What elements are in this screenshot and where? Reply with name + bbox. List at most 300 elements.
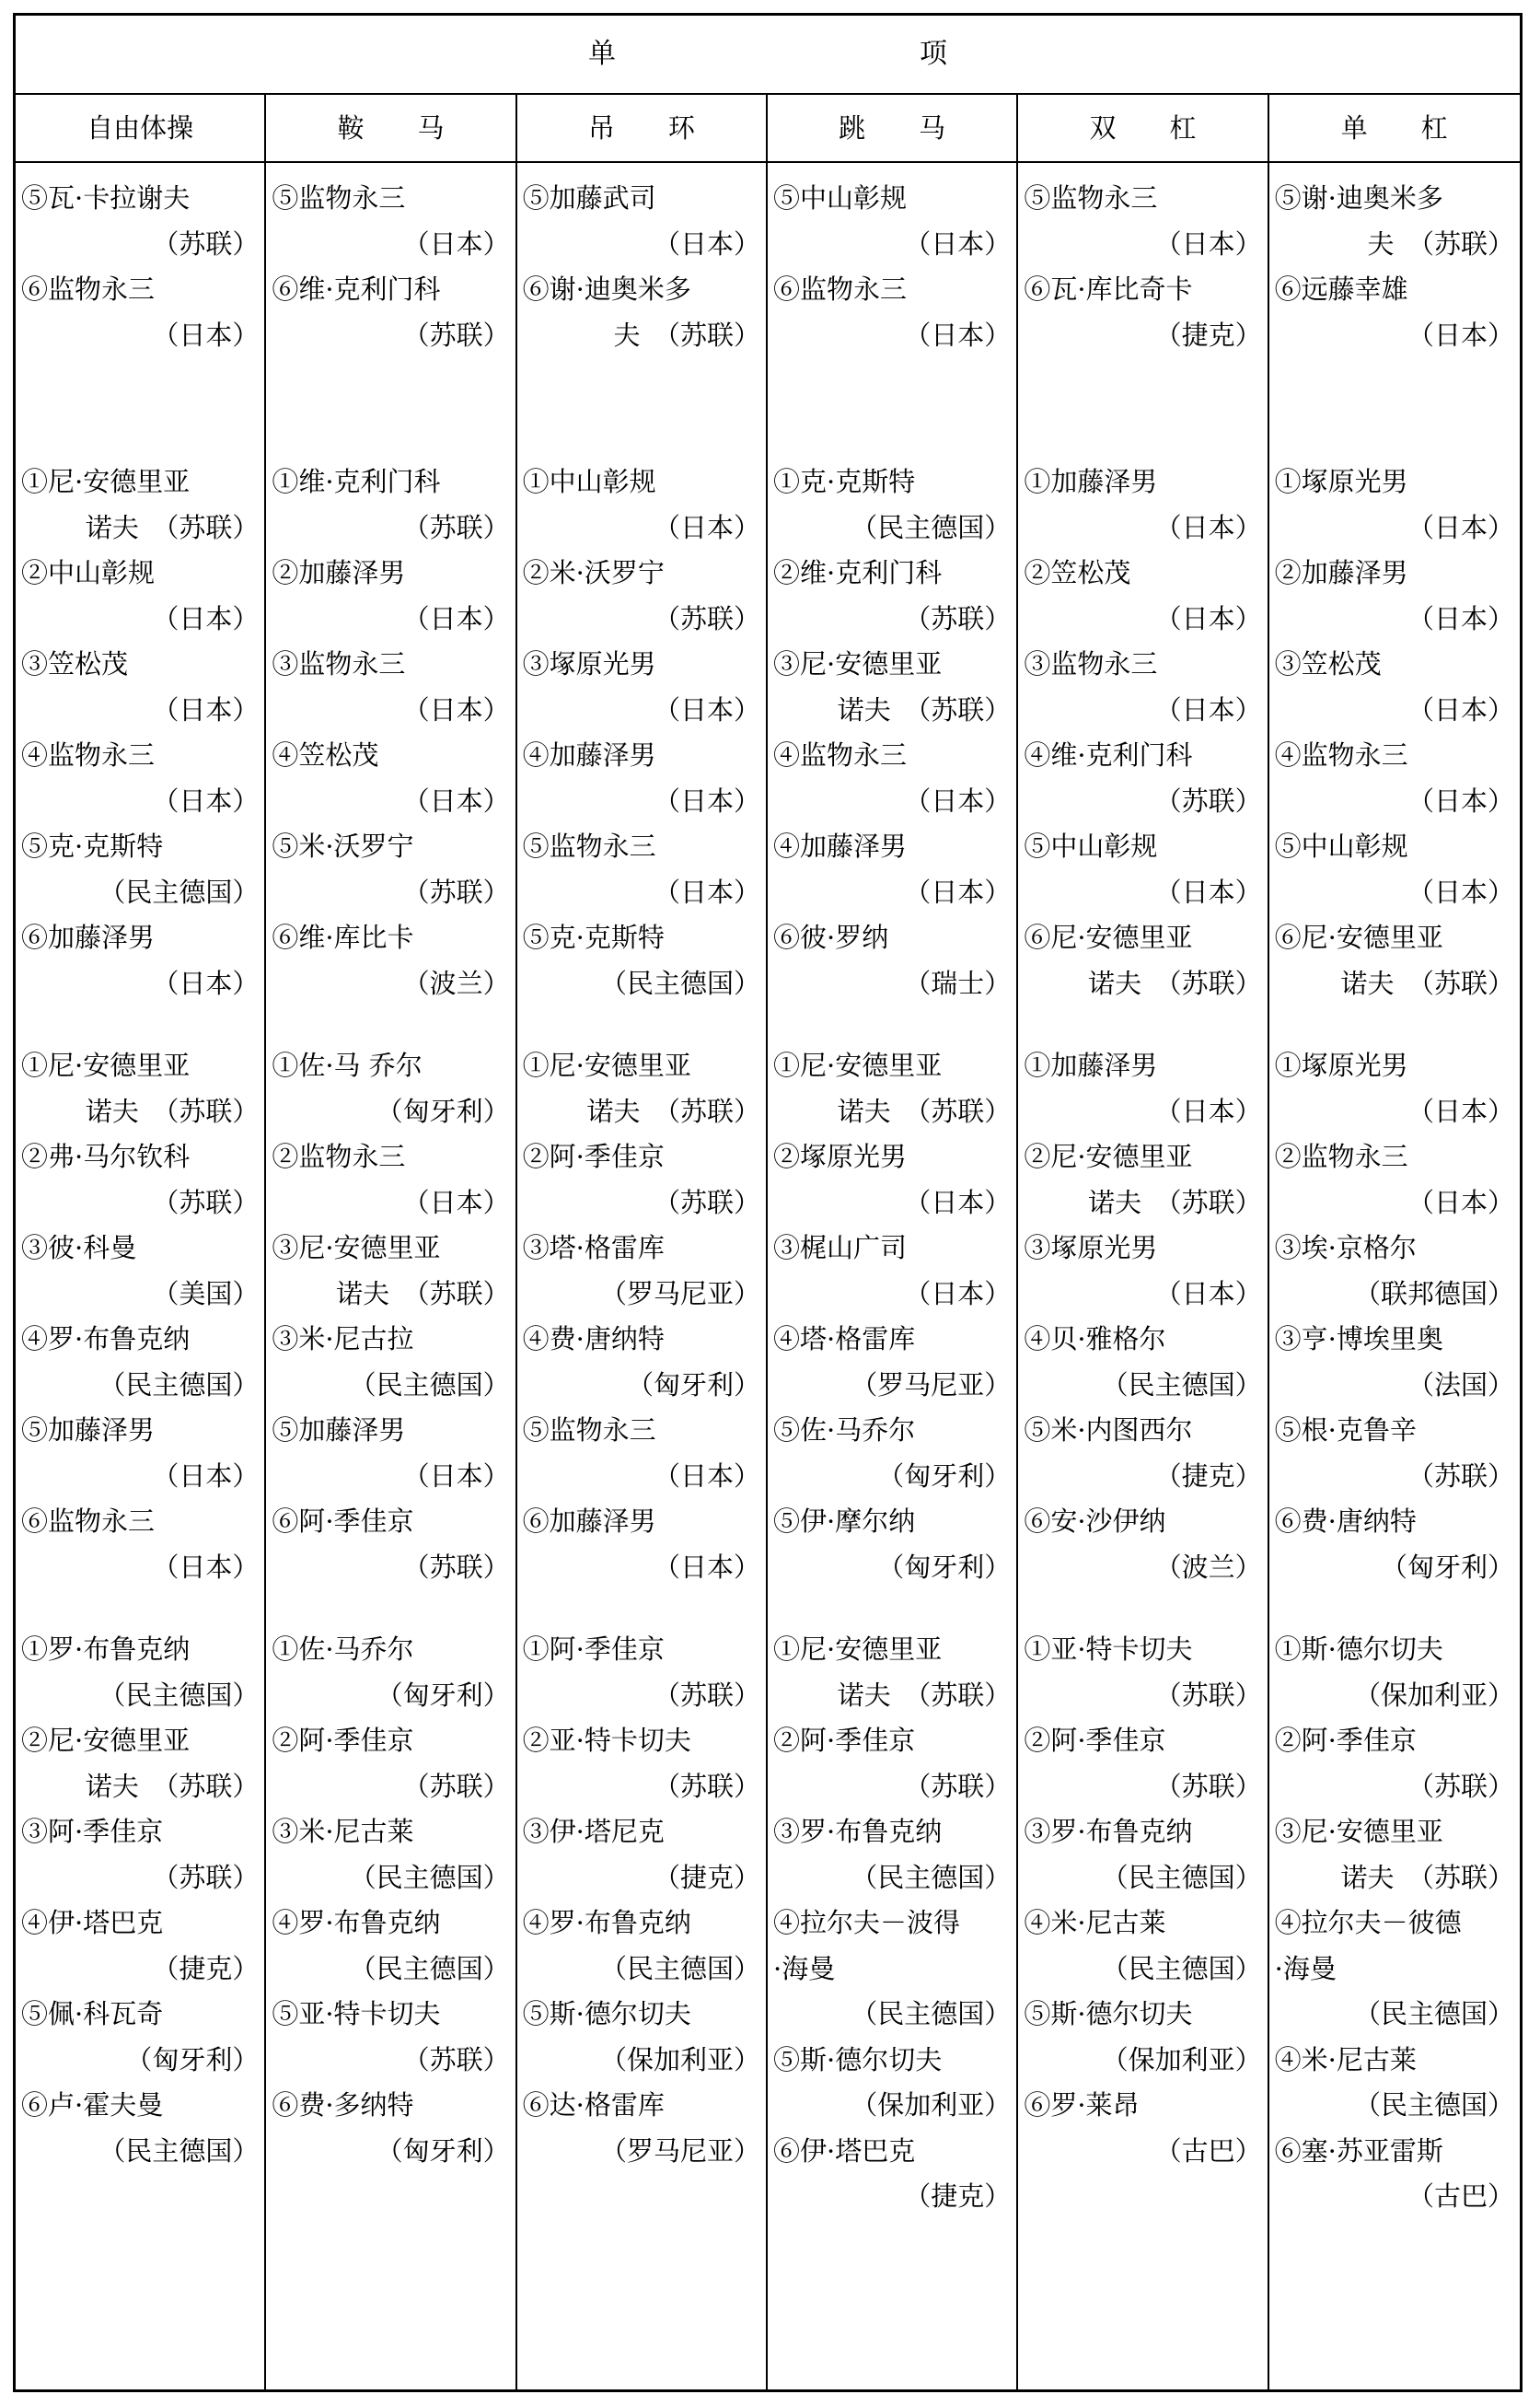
result-entry bbox=[773, 1408, 1011, 1499]
athlete-country: （苏联） bbox=[152, 227, 260, 260]
athlete-name: ⑥监物永三 bbox=[21, 273, 156, 305]
result-entry bbox=[773, 1627, 1011, 1718]
result-entry bbox=[1275, 1627, 1514, 1718]
athlete-country: （苏联） bbox=[653, 1679, 760, 1711]
athlete-name: ⑥费·多纳特 bbox=[272, 2089, 414, 2121]
athlete-name: ④费·唐纳特 bbox=[522, 1323, 665, 1354]
event-column bbox=[1018, 95, 1268, 2391]
event-header: 双 杠 bbox=[1018, 95, 1267, 163]
athlete-country: （日本） bbox=[653, 1551, 760, 1583]
result-entry bbox=[523, 1900, 760, 1992]
result-entry bbox=[1024, 1992, 1261, 2083]
result-entry bbox=[272, 733, 509, 824]
athlete-name: ⑥彼·罗纳 bbox=[772, 922, 889, 953]
athlete-country: （日本） bbox=[653, 693, 760, 726]
event-header: 跳 马 bbox=[768, 95, 1016, 163]
athlete-country: （罗马尼亚） bbox=[851, 1368, 1012, 1401]
athlete-country: （民主德国） bbox=[98, 2134, 260, 2167]
result-entry bbox=[523, 733, 760, 824]
athlete-country: ·海曼 bbox=[1274, 1952, 1337, 1984]
athlete-country: （苏联） bbox=[653, 1770, 760, 1802]
result-entry bbox=[21, 176, 259, 267]
result-entry bbox=[1024, 1226, 1261, 1317]
athlete-country: 诺夫 （苏联） bbox=[85, 1095, 260, 1127]
event-header: 鞍 马 bbox=[266, 95, 515, 163]
result-entry bbox=[21, 1499, 259, 1590]
athlete-country: （日本） bbox=[653, 1459, 760, 1492]
athlete-country: （民主德国） bbox=[1353, 1998, 1514, 2029]
result-entry bbox=[523, 551, 760, 642]
athlete-name: ⑤米·内图西尔 bbox=[1024, 1414, 1193, 1446]
athlete-country: （日本） bbox=[402, 1459, 510, 1492]
athlete-name: ⑤斯·德尔切夫 bbox=[1024, 1998, 1193, 2029]
result-entry bbox=[21, 733, 259, 824]
athlete-name: ①亚·特卡切夫 bbox=[1024, 1633, 1193, 1665]
result-entry bbox=[523, 1809, 760, 1900]
result-entry bbox=[272, 824, 509, 915]
result-block bbox=[1275, 176, 1514, 358]
athlete-name: ②监物永三 bbox=[272, 1141, 406, 1172]
event-results bbox=[16, 163, 264, 2174]
result-entry bbox=[773, 824, 1011, 915]
athlete-country: （日本） bbox=[152, 785, 260, 817]
athlete-name: ③塔·格雷库 bbox=[522, 1232, 665, 1263]
athlete-country: （捷克） bbox=[152, 1952, 260, 1984]
result-entry bbox=[21, 1317, 259, 1408]
athlete-country: （日本） bbox=[152, 1459, 260, 1492]
result-entry bbox=[1275, 1226, 1514, 1317]
athlete-name: ②阿·季佳京 bbox=[1274, 1725, 1417, 1756]
event-column bbox=[16, 95, 266, 2391]
result-block bbox=[523, 176, 760, 358]
athlete-name: ④加藤泽男 bbox=[522, 739, 656, 771]
athlete-country: （匈牙利） bbox=[376, 2134, 510, 2167]
result-entry bbox=[1024, 1718, 1261, 1809]
athlete-name: ②塚原光男 bbox=[772, 1141, 907, 1172]
athlete-country: （日本） bbox=[653, 511, 760, 543]
athlete-name: ⑤加藤泽男 bbox=[21, 1414, 156, 1446]
athlete-name: ②米·沃罗宁 bbox=[522, 557, 665, 588]
athlete-name: ⑤根·克鲁辛 bbox=[1274, 1414, 1417, 1446]
event-results bbox=[1018, 163, 1267, 2174]
athlete-name: ④米·尼古莱 bbox=[1024, 1907, 1166, 1938]
result-block bbox=[1275, 1043, 1514, 1590]
athlete-name: ⑥维·克利门科 bbox=[272, 273, 441, 305]
athlete-country: （苏联） bbox=[152, 1861, 260, 1893]
athlete-country: （民主德国） bbox=[1101, 1952, 1262, 1984]
result-entry bbox=[272, 2083, 509, 2174]
event-column bbox=[768, 95, 1018, 2391]
athlete-country: （匈牙利） bbox=[1380, 1551, 1514, 1583]
athlete-country: 诺夫 （苏联） bbox=[1340, 1861, 1514, 1893]
result-entry bbox=[1024, 176, 1261, 267]
athlete-name: ②加藤泽男 bbox=[272, 557, 406, 588]
athlete-name: ②阿·季佳京 bbox=[272, 1725, 414, 1756]
result-entry bbox=[1024, 1317, 1261, 1408]
event-column bbox=[1269, 95, 1520, 2391]
athlete-name: ④罗·布鲁克纳 bbox=[272, 1907, 441, 1938]
athlete-country: （民主德国） bbox=[851, 1998, 1012, 2029]
athlete-country: （捷克） bbox=[1154, 319, 1262, 351]
result-entry bbox=[523, 1627, 760, 1718]
result-entry bbox=[1275, 824, 1514, 915]
result-entry bbox=[1275, 267, 1514, 358]
athlete-country: （保加利亚） bbox=[599, 2043, 760, 2075]
event-columns bbox=[16, 95, 1520, 2391]
result-entry bbox=[1024, 642, 1261, 733]
athlete-country: （苏联） bbox=[653, 1186, 760, 1218]
athlete-country: （日本） bbox=[1154, 876, 1262, 908]
athlete-name: ②加藤泽男 bbox=[1274, 557, 1408, 588]
athlete-name: ③阿·季佳京 bbox=[21, 1816, 164, 1847]
athlete-country: 诺夫 （苏联） bbox=[85, 1770, 260, 1802]
athlete-name: ⑥加藤泽男 bbox=[522, 1505, 656, 1537]
result-entry bbox=[272, 1499, 509, 1590]
result-entry bbox=[523, 1317, 760, 1408]
result-entry bbox=[773, 1499, 1011, 1590]
result-entry bbox=[1024, 1043, 1261, 1134]
athlete-country: （捷克） bbox=[653, 1861, 760, 1893]
athlete-name: ⑥罗·莱昂 bbox=[1024, 2089, 1140, 2121]
athlete-country: （日本） bbox=[653, 876, 760, 908]
result-entry bbox=[1275, 1134, 1514, 1226]
athlete-country: （苏联） bbox=[402, 1770, 510, 1802]
athlete-name: ①阿·季佳京 bbox=[522, 1633, 665, 1665]
result-block bbox=[272, 176, 509, 358]
athlete-name: ⑤中山彰规 bbox=[772, 182, 907, 214]
athlete-country: （日本） bbox=[152, 693, 260, 726]
result-entry bbox=[1024, 1900, 1261, 1992]
athlete-name: ②阿·季佳京 bbox=[1024, 1725, 1166, 1756]
result-entry bbox=[1024, 1499, 1261, 1590]
athlete-name: ⑥卢·霍夫曼 bbox=[21, 2089, 164, 2121]
athlete-country: （民主德国） bbox=[1101, 1368, 1262, 1401]
athlete-name: ④伊·塔巴克 bbox=[21, 1907, 164, 1938]
athlete-country: （日本） bbox=[402, 785, 510, 817]
result-block bbox=[1024, 1627, 1261, 2174]
athlete-country: 诺夫 （苏联） bbox=[336, 1277, 510, 1309]
athlete-country: （日本） bbox=[1154, 1095, 1262, 1127]
athlete-country: （日本） bbox=[1407, 319, 1514, 351]
athlete-name: ④塔·格雷库 bbox=[772, 1323, 916, 1354]
result-entry bbox=[773, 459, 1011, 551]
athlete-country: （匈牙利） bbox=[125, 2043, 260, 2075]
athlete-country: （苏联） bbox=[904, 1770, 1012, 1802]
result-entry bbox=[523, 642, 760, 733]
result-entry bbox=[21, 1226, 259, 1317]
athlete-name: ①中山彰规 bbox=[522, 466, 656, 497]
result-block bbox=[523, 1043, 760, 1590]
result-block bbox=[523, 459, 760, 1006]
athlete-name: ⑤伊·摩尔纳 bbox=[772, 1505, 916, 1537]
athlete-name: ①斯·德尔切夫 bbox=[1274, 1633, 1443, 1665]
athlete-country: （日本） bbox=[1407, 785, 1514, 817]
result-block bbox=[21, 1627, 259, 2174]
athlete-name: ③埃·京格尔 bbox=[1274, 1232, 1417, 1263]
athlete-country: （日本） bbox=[402, 602, 510, 634]
result-entry bbox=[523, 1134, 760, 1226]
athlete-country: （民主德国） bbox=[851, 1861, 1012, 1893]
athlete-country: 诺夫 （苏联） bbox=[85, 511, 260, 543]
result-entry bbox=[523, 915, 760, 1006]
athlete-country: （苏联） bbox=[1154, 1679, 1262, 1711]
result-block bbox=[21, 459, 259, 1006]
athlete-name: ⑤中山彰规 bbox=[1024, 831, 1158, 862]
athlete-country: （苏联） bbox=[402, 876, 510, 908]
athlete-name: ③监物永三 bbox=[272, 648, 406, 680]
result-entry bbox=[773, 1718, 1011, 1809]
athlete-name: ⑤监物永三 bbox=[272, 182, 406, 214]
athlete-name: ①尼·安德里亚 bbox=[522, 1050, 691, 1081]
result-entry bbox=[272, 1317, 509, 1408]
result-entry bbox=[773, 267, 1011, 358]
result-entry bbox=[21, 1043, 259, 1134]
result-entry bbox=[1275, 642, 1514, 733]
athlete-name: ④贝·雅格尔 bbox=[1024, 1323, 1166, 1354]
athlete-country: （苏联） bbox=[152, 1186, 260, 1218]
athlete-name: ③梶山广司 bbox=[772, 1232, 907, 1263]
athlete-country: （苏联） bbox=[1154, 785, 1262, 817]
athlete-name: ②维·克利门科 bbox=[772, 557, 943, 588]
result-entry bbox=[1024, 733, 1261, 824]
athlete-name: ④米·尼古莱 bbox=[1274, 2043, 1417, 2075]
athlete-country: （捷克） bbox=[904, 2180, 1012, 2212]
athlete-country: （苏联） bbox=[653, 602, 760, 634]
result-entry bbox=[1275, 551, 1514, 642]
athlete-name: ⑥谢·迪奥米多 bbox=[522, 273, 691, 305]
result-entry bbox=[272, 915, 509, 1006]
athlete-country: 诺夫 （苏联） bbox=[837, 693, 1012, 726]
athlete-name: ①罗·布鲁克纳 bbox=[21, 1633, 191, 1665]
athlete-country: （日本） bbox=[1407, 602, 1514, 634]
result-entry bbox=[1024, 1627, 1261, 1718]
result-block bbox=[21, 1043, 259, 1590]
athlete-country: （民主德国） bbox=[98, 876, 260, 908]
result-entry bbox=[773, 1226, 1011, 1317]
athlete-name: ③伊·塔尼克 bbox=[522, 1816, 665, 1847]
athlete-country: 诺夫 （苏联） bbox=[1088, 1186, 1262, 1218]
athlete-name: ⑥远藤幸雄 bbox=[1274, 273, 1408, 305]
event-column bbox=[266, 95, 516, 2391]
result-entry bbox=[773, 1809, 1011, 1900]
athlete-name: ①塚原光男 bbox=[1274, 1050, 1408, 1081]
athlete-country: 夫 （苏联） bbox=[1367, 227, 1514, 260]
result-entry bbox=[1275, 1809, 1514, 1900]
athlete-name: ⑥监物永三 bbox=[21, 1505, 156, 1537]
athlete-name: ⑤斯·德尔切夫 bbox=[772, 2043, 943, 2075]
athlete-name: ①尼·安德里亚 bbox=[21, 466, 191, 497]
athlete-country: （民主德国） bbox=[599, 1952, 760, 1984]
athlete-name: ⑤米·沃罗宁 bbox=[272, 831, 414, 862]
result-entry bbox=[773, 2038, 1011, 2129]
athlete-name: ①维·克利门科 bbox=[272, 466, 441, 497]
athlete-name: ⑤佩·科瓦奇 bbox=[21, 1998, 164, 2029]
result-entry bbox=[272, 1718, 509, 1809]
result-entry bbox=[523, 176, 760, 267]
athlete-country: 诺夫 （苏联） bbox=[837, 1095, 1012, 1127]
result-entry bbox=[272, 1226, 509, 1317]
result-block bbox=[1024, 459, 1261, 1006]
result-entry bbox=[1024, 824, 1261, 915]
athlete-country: 夫 （苏联） bbox=[613, 319, 760, 351]
athlete-country: （苏联） bbox=[402, 2043, 510, 2075]
result-entry bbox=[523, 1226, 760, 1317]
result-block bbox=[272, 1627, 509, 2174]
athlete-country: （日本） bbox=[402, 1186, 510, 1218]
athlete-country: （日本） bbox=[653, 785, 760, 817]
result-block bbox=[1024, 1043, 1261, 1590]
result-block bbox=[1275, 459, 1514, 1006]
athlete-country: （匈牙利） bbox=[877, 1551, 1012, 1583]
athlete-name: ④加藤泽男 bbox=[772, 831, 907, 862]
result-entry bbox=[1275, 1043, 1514, 1134]
result-entry bbox=[1275, 176, 1514, 267]
result-entry bbox=[773, 176, 1011, 267]
event-results bbox=[1269, 163, 1520, 2220]
athlete-name: ①尼·安德里亚 bbox=[772, 1633, 943, 1665]
athlete-name: ②监物永三 bbox=[1274, 1141, 1408, 1172]
athlete-name: ②阿·季佳京 bbox=[772, 1725, 916, 1756]
result-entry bbox=[272, 551, 509, 642]
result-entry bbox=[1275, 459, 1514, 551]
result-entry bbox=[1275, 1317, 1514, 1408]
athlete-name: ⑤监物永三 bbox=[522, 1414, 656, 1446]
result-entry bbox=[773, 1134, 1011, 1226]
athlete-country: （民主德国） bbox=[349, 1952, 510, 1984]
event-header: 自由体操 bbox=[16, 95, 264, 163]
athlete-name: ⑥维·库比卡 bbox=[272, 922, 414, 953]
result-entry bbox=[272, 176, 509, 267]
result-entry bbox=[1275, 1499, 1514, 1590]
athlete-name: ③罗·布鲁克纳 bbox=[1024, 1816, 1193, 1847]
athlete-name: ④监物永三 bbox=[21, 739, 156, 771]
result-entry bbox=[523, 1043, 760, 1134]
athlete-country: （苏联） bbox=[1407, 1770, 1514, 1802]
athlete-name: ③米·尼古莱 bbox=[272, 1816, 414, 1847]
athlete-country: （匈牙利） bbox=[877, 1459, 1012, 1492]
result-entry bbox=[21, 459, 259, 551]
athlete-name: ⑤亚·特卡切夫 bbox=[272, 1998, 441, 2029]
athlete-name: ⑤瓦·卡拉谢夫 bbox=[21, 182, 191, 214]
result-entry bbox=[1024, 915, 1261, 1006]
athlete-country: （古巴） bbox=[1154, 2134, 1262, 2167]
athlete-name: ⑤克·克斯特 bbox=[21, 831, 164, 862]
athlete-country: （日本） bbox=[152, 319, 260, 351]
result-entry bbox=[523, 1408, 760, 1499]
result-block bbox=[523, 1627, 760, 2174]
result-block bbox=[272, 1043, 509, 1590]
result-entry bbox=[1275, 2129, 1514, 2220]
athlete-name: ①尼·安德里亚 bbox=[772, 1050, 943, 1081]
event-column bbox=[517, 95, 768, 2391]
result-entry bbox=[773, 642, 1011, 733]
athlete-country: （日本） bbox=[1154, 227, 1262, 260]
athlete-country: （苏联） bbox=[402, 1551, 510, 1583]
result-entry bbox=[272, 459, 509, 551]
athlete-country: （日本） bbox=[152, 1551, 260, 1583]
athlete-name: ③尼·安德里亚 bbox=[272, 1232, 441, 1263]
result-entry bbox=[1275, 915, 1514, 1006]
athlete-country: （日本） bbox=[1154, 1277, 1262, 1309]
athlete-country: （民主德国） bbox=[349, 1861, 510, 1893]
athlete-country: （保加利亚） bbox=[851, 2089, 1012, 2121]
athlete-country: （民主德国） bbox=[98, 1679, 260, 1711]
athlete-name: ④监物永三 bbox=[1274, 739, 1408, 771]
athlete-country: （民主德国） bbox=[349, 1368, 510, 1401]
result-block bbox=[773, 459, 1011, 1006]
athlete-name: ②中山彰规 bbox=[21, 557, 156, 588]
event-header: 吊 环 bbox=[517, 95, 766, 163]
result-entry bbox=[1275, 733, 1514, 824]
athlete-name: ⑤监物永三 bbox=[1024, 182, 1158, 214]
result-entry bbox=[272, 1408, 509, 1499]
athlete-country: （苏联） bbox=[1154, 1770, 1262, 1802]
athlete-country: （日本） bbox=[1407, 1186, 1514, 1218]
athlete-name: ②笠松茂 bbox=[1024, 557, 1131, 588]
athlete-country: （民主德国） bbox=[851, 511, 1012, 543]
result-block bbox=[1275, 1627, 1514, 2220]
athlete-name: ④拉尔夫－彼德 bbox=[1274, 1907, 1462, 1938]
athlete-name: ⑤中山彰规 bbox=[1274, 831, 1408, 862]
athlete-name: ③笠松茂 bbox=[1274, 648, 1382, 680]
athlete-country: （日本） bbox=[904, 227, 1012, 260]
result-entry bbox=[1275, 1408, 1514, 1499]
result-entry bbox=[523, 2083, 760, 2174]
result-entry bbox=[523, 1992, 760, 2083]
athlete-name: ⑥阿·季佳京 bbox=[272, 1505, 414, 1537]
athlete-country: （联邦德国） bbox=[1353, 1277, 1514, 1309]
athlete-name: ③笠松茂 bbox=[21, 648, 129, 680]
athlete-country: （日本） bbox=[152, 967, 260, 999]
result-entry bbox=[21, 1992, 259, 2083]
result-block bbox=[773, 1627, 1011, 2220]
result-entry bbox=[272, 642, 509, 733]
event-results bbox=[517, 163, 766, 2174]
athlete-name: ⑤加藤泽男 bbox=[272, 1414, 406, 1446]
athlete-name: ④罗·布鲁克纳 bbox=[21, 1323, 191, 1354]
athlete-name: ②阿·季佳京 bbox=[522, 1141, 665, 1172]
result-block bbox=[21, 176, 259, 358]
results-table bbox=[13, 13, 1523, 2392]
athlete-country: 诺夫 （苏联） bbox=[1088, 967, 1262, 999]
athlete-name: ④笠松茂 bbox=[272, 739, 379, 771]
table-title: 单 项 bbox=[16, 16, 1520, 95]
result-entry bbox=[21, 551, 259, 642]
athlete-country: （日本） bbox=[152, 602, 260, 634]
result-entry bbox=[21, 1627, 259, 1718]
event-results bbox=[266, 163, 515, 2174]
athlete-country: （日本） bbox=[402, 693, 510, 726]
athlete-name: ⑤谢·迪奥米多 bbox=[1274, 182, 1443, 214]
athlete-name: ⑥监物永三 bbox=[772, 273, 907, 305]
athlete-country: （日本） bbox=[904, 1277, 1012, 1309]
athlete-name: ⑥费·唐纳特 bbox=[1274, 1505, 1417, 1537]
athlete-name: ⑥安·沙伊纳 bbox=[1024, 1505, 1166, 1537]
result-entry bbox=[21, 1809, 259, 1900]
athlete-name: ③监物永三 bbox=[1024, 648, 1158, 680]
athlete-country: 诺夫 （苏联） bbox=[837, 1679, 1012, 1711]
result-entry bbox=[272, 1043, 509, 1134]
result-entry bbox=[523, 1718, 760, 1809]
athlete-name: ⑤加藤武司 bbox=[522, 182, 656, 214]
result-entry bbox=[272, 1992, 509, 2083]
athlete-name: ⑥加藤泽男 bbox=[21, 922, 156, 953]
athlete-country: （日本） bbox=[653, 227, 760, 260]
result-entry bbox=[272, 1809, 509, 1900]
result-entry bbox=[1024, 1809, 1261, 1900]
result-entry bbox=[21, 2083, 259, 2174]
result-entry bbox=[523, 459, 760, 551]
